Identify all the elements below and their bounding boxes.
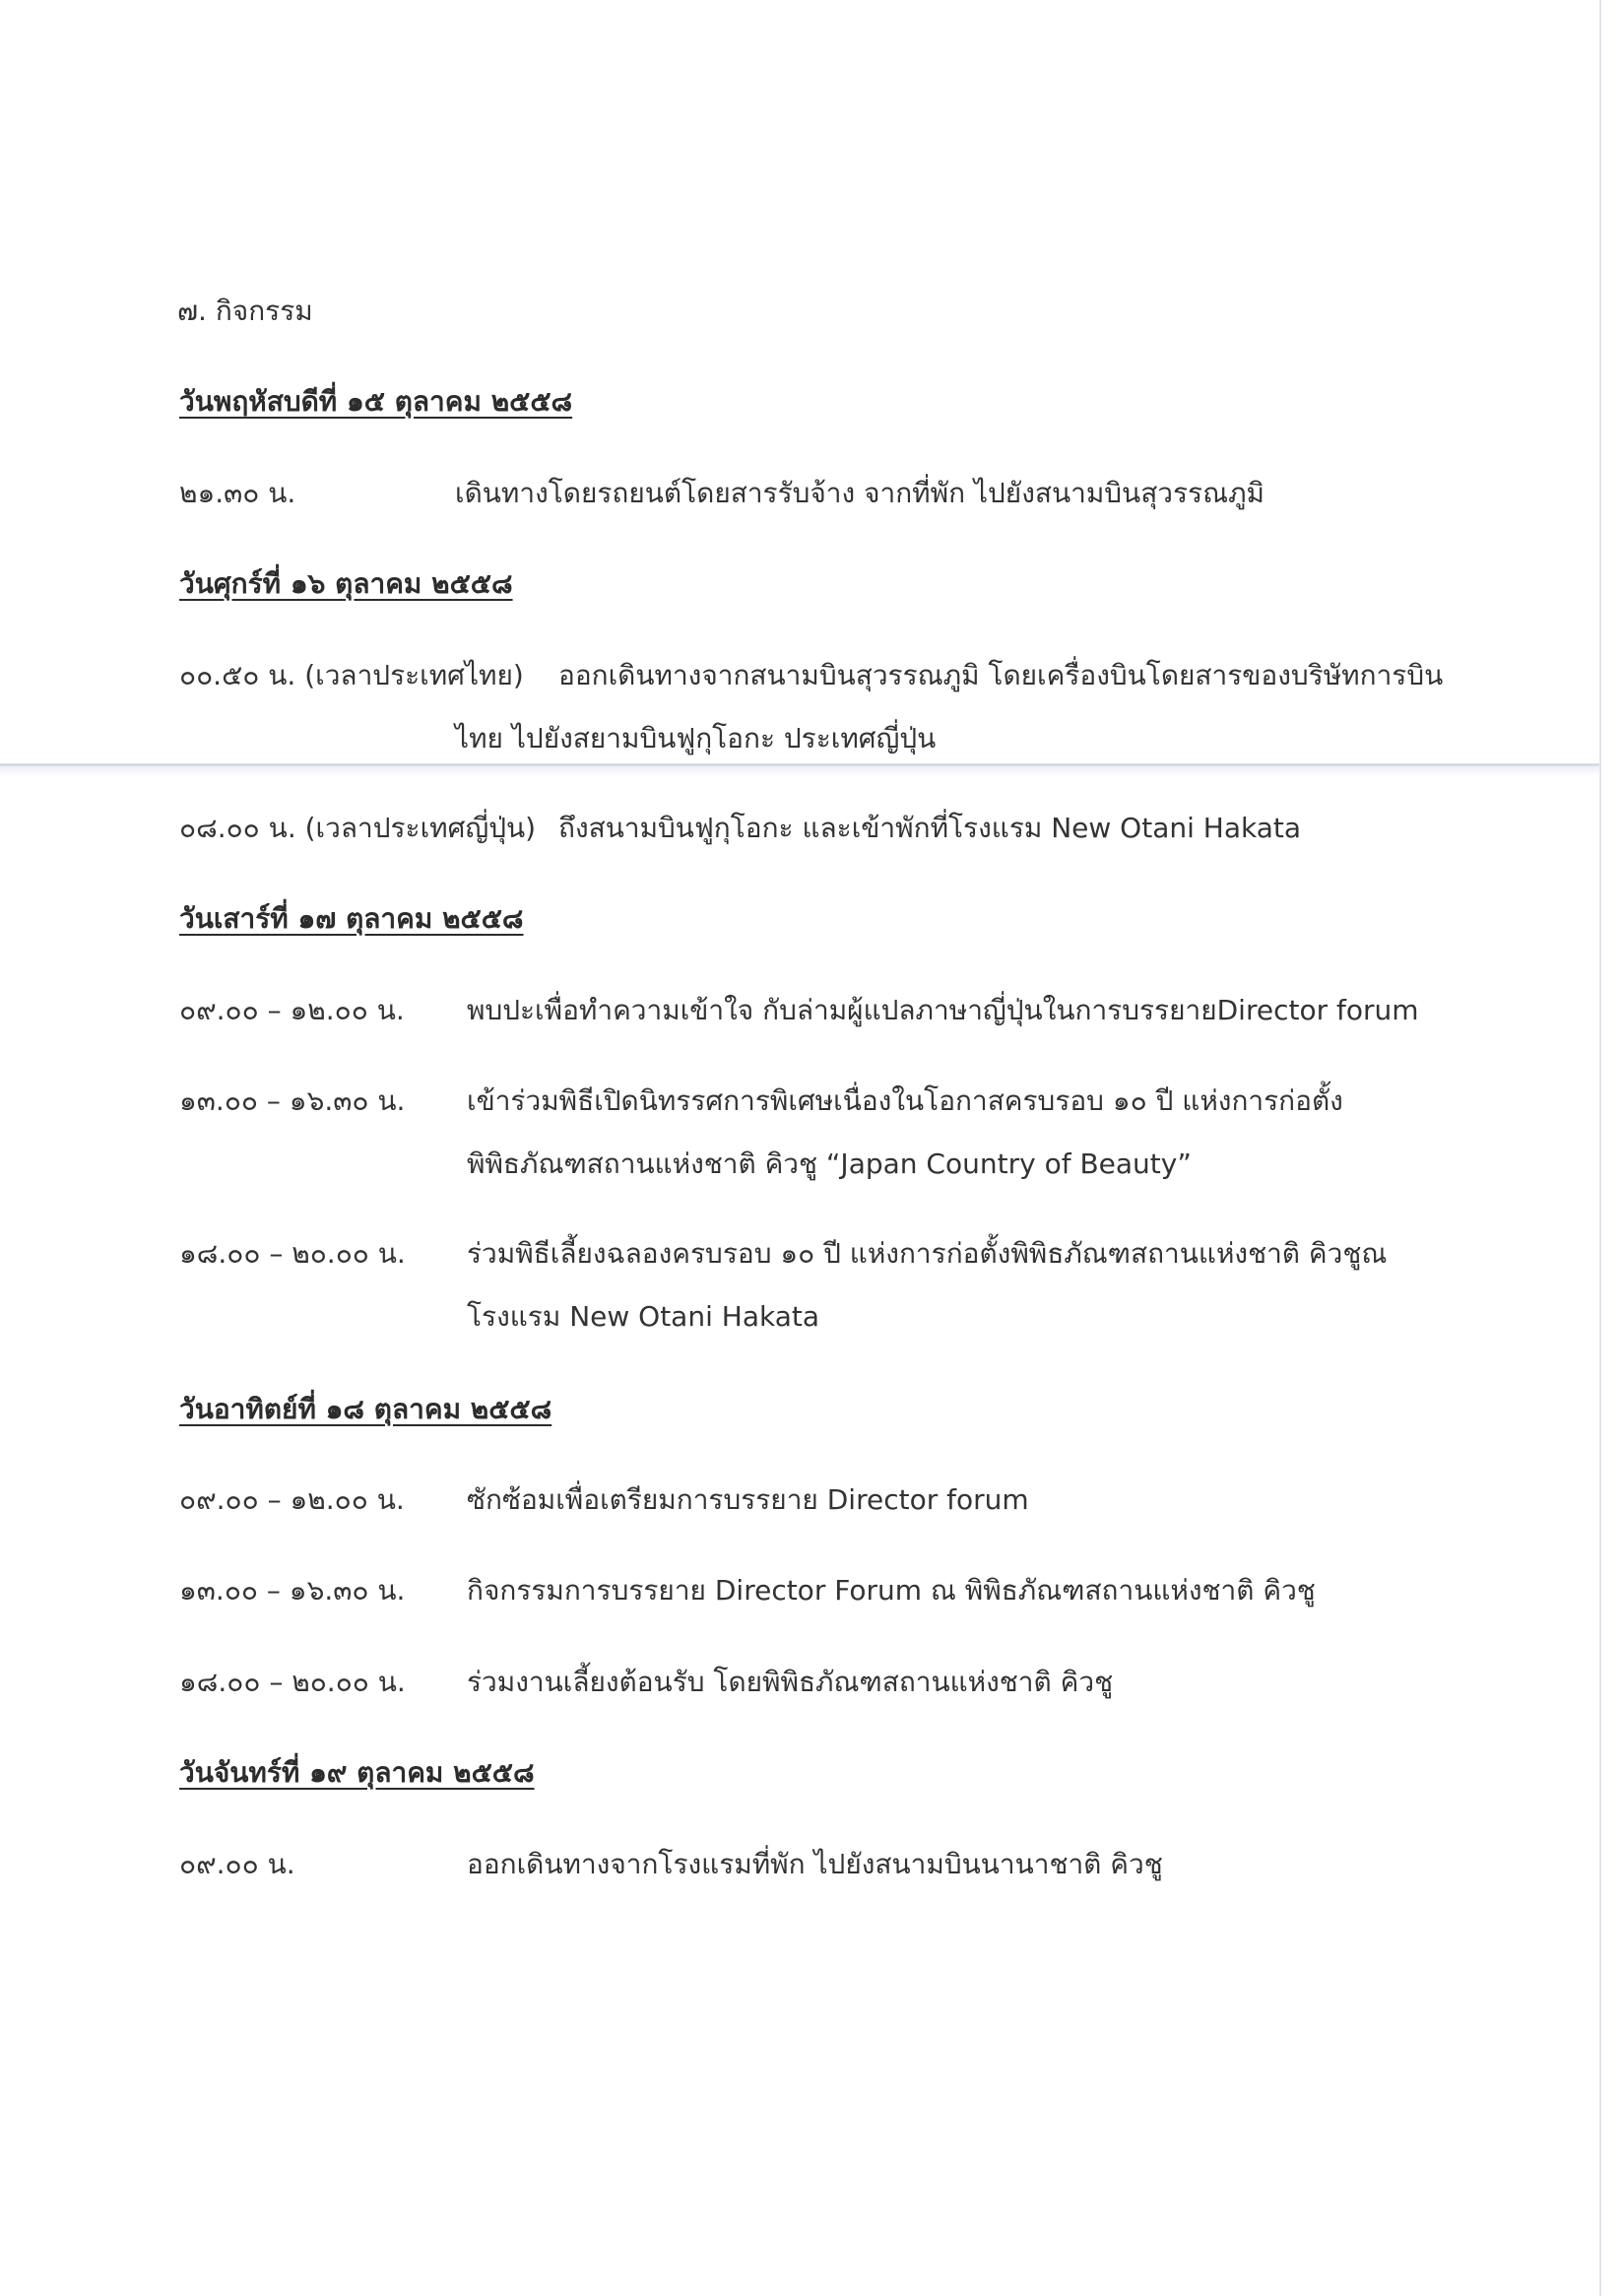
description-line: ร่วมพิธีเลี้ยงฉลองครบรอบ ๑๐ ปี แห่งการก่อตั้งพิพิธภัณฑสถานแห่งชาติ คิวชูณ <box>467 1237 1388 1270</box>
entry-time: ๐๙.๐๐ – ๑๒.๐๐ น. <box>179 1483 405 1516</box>
entry-description <box>467 993 1419 1028</box>
entry-description <box>455 476 1264 511</box>
entry-description-continued <box>455 721 936 756</box>
entry-time: ๒๑.๓๐ น. <box>179 477 296 509</box>
entry-time: ๐๙.๐๐ น. <box>179 1848 295 1880</box>
day-heading-thursday: วันพฤหัสบดีที่ ๑๕ ตุลาคม ๒๕๕๘ <box>179 385 573 418</box>
entry-description <box>467 1236 1387 1335</box>
day-heading-sunday: วันอาทิตย์ที่ ๑๘ ตุลาคม ๒๕๕๘ <box>179 1393 552 1425</box>
description-line: ถึงสนามบินฟูกุโอกะ และเข้าพักที่โรงแรม New Otani Hakata <box>558 812 1302 844</box>
entry-description <box>558 811 1301 846</box>
entry-description <box>467 1573 1316 1608</box>
description-line: ไทย ไปยังสยามบินฟูกุโอกะ ประเทศญี่ปุ่น <box>455 722 937 754</box>
entry-description <box>467 1847 1163 1882</box>
description-line: พิพิธภัณฑสถานแห่งชาติ คิวชู “Japan Country of Beauty” <box>467 1148 1192 1180</box>
entry-time: ๐๙.๐๐ – ๑๒.๐๐ น. <box>179 994 405 1026</box>
section-title: ๗. กิจกรรม <box>177 295 313 327</box>
entry-time: ๑๘.๐๐ – ๒๐.๐๐ น. <box>179 1237 406 1270</box>
day-heading-monday: วันจันทร์ที่ ๑๙ ตุลาคม ๒๕๕๘ <box>179 1756 535 1789</box>
entry-description <box>558 658 1443 693</box>
entry-description <box>467 1482 1029 1518</box>
description-line: เดินทางโดยรถยนต์โดยสารรับจ้าง จากที่พัก ไปยังสนามบินสุวรรณภูมิ <box>455 477 1264 509</box>
description-line: ออกเดินทางจากโรงแรมที่พัก ไปยังสนามบินนานาชาติ คิวชู <box>467 1848 1163 1880</box>
entry-time: ๑๓.๐๐ – ๑๖.๓๐ น. <box>179 1574 406 1607</box>
day-heading-saturday: วันเสาร์ที่ ๑๗ ตุลาคม ๒๕๕๘ <box>179 902 524 935</box>
description-line: ร่วมงานเลี้ยงต้อนรับ โดยพิพิธภัณฑสถานแห่งชาติ คิวชู <box>467 1666 1114 1698</box>
day-heading-friday: วันศุกร์ที่ ๑๖ ตุลาคม ๒๕๕๘ <box>179 567 513 600</box>
description-line: กิจกรรมการบรรยาย Director Forum ณ พิพิธภัณฑสถานแห่งชาติ คิวชู <box>467 1574 1316 1607</box>
description-line: เข้าร่วมพิธีเปิดนิทรรศการพิเศษเนื่องในโอกาสครบรอบ ๑๐ ปี แห่งการก่อตั้ง <box>467 1084 1343 1117</box>
page-edge-shadow <box>1599 0 1601 2296</box>
scan-fold-shadow <box>0 766 1599 776</box>
description-line: ออกเดินทางจากสนามบินสุวรรณภูมิ โดยเครื่องบินโดยสารของบริษัทการบิน <box>558 659 1444 691</box>
entry-description <box>467 1083 1343 1182</box>
description-line: พบปะเพื่อทำความเข้าใจ กับล่ามผู้แปลภาษาญี่ปุ่นในการบรรยายDirector forum <box>467 994 1419 1026</box>
entry-description <box>467 1665 1113 1700</box>
description-line: โรงแรม New Otani Hakata <box>467 1300 819 1333</box>
entry-time: ๑๘.๐๐ – ๒๐.๐๐ น. <box>179 1666 406 1698</box>
entry-time: ๐๘.๐๐ น. (เวลาประเทศญี่ปุ่น) <box>179 812 537 844</box>
entry-time: ๑๓.๐๐ – ๑๖.๓๐ น. <box>179 1084 406 1117</box>
entry-time: ๐๐.๕๐ น. (เวลาประเทศไทย) <box>179 659 524 691</box>
description-line: ซักซ้อมเพื่อเตรียมการบรรยาย Director forum <box>467 1483 1029 1516</box>
